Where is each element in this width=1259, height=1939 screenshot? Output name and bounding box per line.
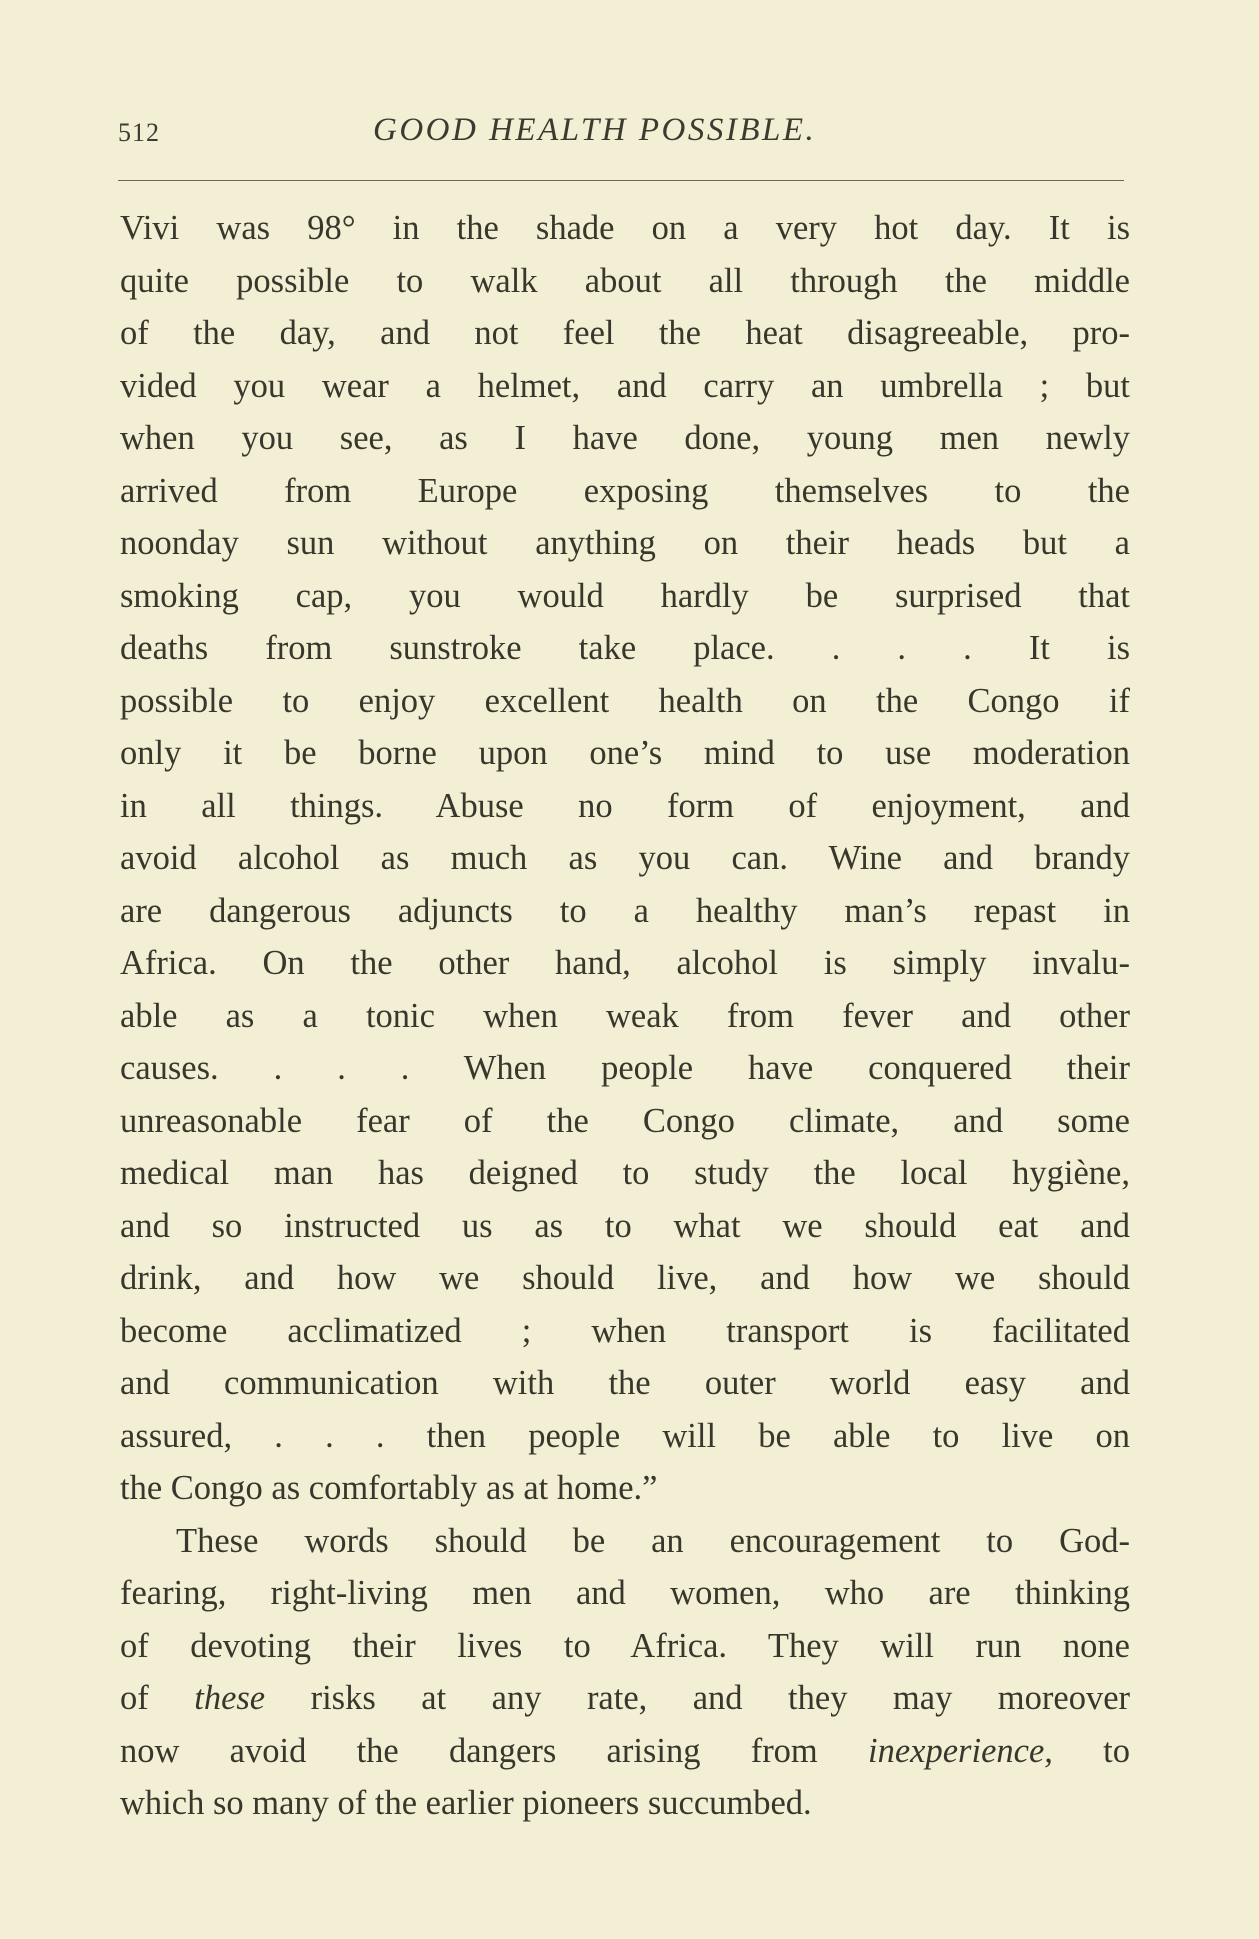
text-line: when you see, as I have done, young men newly	[120, 419, 1130, 457]
text-line: drink, and how we should live, and how we should	[120, 1259, 1130, 1297]
text-line: Africa. On the other hand, alcohol is simply invalu-	[120, 944, 1130, 982]
text-line: unreasonable fear of the Congo climate, and some	[120, 1101, 1130, 1140]
text-line: causes. . . . When people have conquered their	[120, 1049, 1130, 1087]
text-segment: to	[1052, 1731, 1130, 1770]
text-line	[120, 1672, 1130, 1725]
text-line: able as a tonic when weak from fever and other	[120, 996, 1130, 1035]
text-line: deaths from sunstroke take place. . . . It is	[120, 629, 1130, 667]
text-line: fearing, right-living men and women, who are thinking	[120, 1574, 1130, 1612]
paragraph-quote	[120, 202, 1130, 1515]
text-line: only it be borne upon one’s mind to use moderation	[120, 734, 1130, 772]
header-rule	[118, 180, 1124, 181]
text-line: which so many of the earlier pioneers succumbed.	[120, 1784, 812, 1822]
text-line: arrived from Europe exposing themselves to the	[120, 471, 1130, 510]
text-line: of devoting their lives to Africa. They will run none	[120, 1626, 1130, 1665]
text-line: These words should be an encouragement to God-	[176, 1521, 1130, 1560]
text-line: avoid alcohol as much as you can. Wine and brandy	[120, 839, 1130, 877]
text-line: the Congo as comfortably as at home.”	[120, 1469, 658, 1507]
text-line: quite possible to walk about all through the middle	[120, 261, 1130, 300]
text-line: noonday sun without anything on their heads but a	[120, 524, 1130, 562]
text-line	[120, 1725, 1130, 1778]
text-line: smoking cap, you would hardly be surprised that	[120, 576, 1130, 615]
paragraph-encouragement	[120, 1515, 1130, 1830]
text-line: and communication with the outer world easy and	[120, 1364, 1130, 1402]
body-text	[120, 202, 1130, 1830]
italic-word: inexperience,	[868, 1731, 1053, 1770]
text-line: vided you wear a helmet, and carry an umbrella ; but	[120, 366, 1130, 405]
text-line: possible to enjoy excellent health on the Congo if	[120, 681, 1130, 720]
running-head	[118, 112, 1128, 162]
text-line: medical man has deigned to study the local hygiène,	[120, 1154, 1130, 1192]
text-line: in all things. Abuse no form of enjoyment, and	[120, 786, 1130, 825]
text-line: become acclimatized ; when transport is facilitated	[120, 1311, 1130, 1350]
text-line: are dangerous adjuncts to a healthy man’s repast in	[120, 891, 1130, 930]
text-line: Vivi was 98° in the shade on a very hot day. It is	[120, 209, 1130, 247]
text-segment: now avoid the dangers arising from	[120, 1731, 869, 1770]
text-line: assured, . . . then people will be able to live on	[120, 1416, 1130, 1455]
text-segment: risks at any rate, and they may moreover	[265, 1679, 1130, 1717]
page-number: 512	[118, 118, 160, 147]
text-line: and so instructed us as to what we should eat and	[120, 1206, 1130, 1245]
italic-word: these	[194, 1679, 266, 1717]
text-line: of the day, and not feel the heat disagreeable, pro-	[120, 314, 1130, 352]
running-title: GOOD HEALTH POSSIBLE.	[373, 112, 817, 148]
text-segment: of	[120, 1679, 195, 1717]
